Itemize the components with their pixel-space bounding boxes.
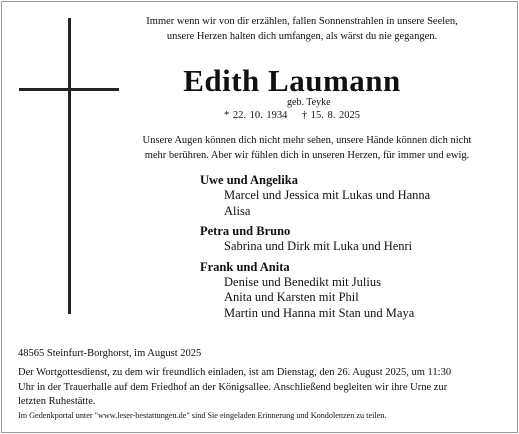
- family-group: [200, 259, 500, 322]
- family-head: Uwe und Angelika: [200, 173, 298, 187]
- family-member: Alisa: [224, 203, 251, 218]
- verse-line-1: Unsere Augen können dich nicht mehr sehen, unsere Hände können dich nicht: [142, 135, 472, 146]
- family-member: Anita und Karsten mit Phil: [224, 290, 359, 304]
- deceased-name: Edith Laumann: [183, 63, 401, 98]
- intro-line-1: Immer wenn wir von dir erzählen, fallen Sonnenstrahlen in unsere Seelen,: [146, 16, 458, 27]
- memorial-portal-note: Im Gedenkportal unter "www.leser-bestattungen.de" sind Sie eingeladen Erinnerung und Kondolenzen zu teilen.: [18, 411, 387, 420]
- verse-line-2: mehr berühren. Aber wir fühlen dich in unseren Herzen, für immer und ewig.: [144, 150, 470, 161]
- life-dates: * 22. 10. 1934 † 15. 8. 2025: [224, 110, 360, 121]
- family-head: Frank und Anita: [200, 259, 290, 274]
- family-group: [200, 223, 500, 255]
- family-list: [200, 172, 500, 325]
- service-line-1: Der Wortgottesdienst, zu dem wir freundlich einladen, ist am Dienstag, den 26. August 2025, um 11:30: [18, 367, 452, 378]
- family-member: Martin und Hanna mit Stan und Maya: [224, 305, 415, 320]
- born-name: geb. Teyke: [287, 97, 331, 108]
- family-group: [200, 172, 500, 219]
- cross-icon-vertical: [68, 18, 71, 314]
- service-line-2: Uhr in der Trauerhalle auf dem Friedhof an der Königsallee. Anschließend begleiten wir ihre Urne zur: [18, 381, 448, 393]
- service-line-3: letzten Ruhestätte.: [18, 396, 96, 407]
- intro-poem: [127, 14, 477, 44]
- service-info: [18, 366, 508, 410]
- obituary-notice: [1, 1, 518, 433]
- family-member: Denise und Benedikt mit Julius: [224, 274, 381, 289]
- intro-line-2: unsere Herzen halten dich umfangen, als wärst du nie gegangen.: [166, 31, 438, 42]
- cross-icon-horizontal: [19, 88, 119, 91]
- family-member: Sabrina und Dirk mit Luka und Henri: [224, 239, 413, 253]
- family-head: Petra und Bruno: [200, 224, 291, 238]
- verse-text: [122, 133, 492, 163]
- family-member: Marcel und Jessica mit Lukas und Hanna: [224, 188, 431, 202]
- place-date: 48565 Steinfurt-Borghorst, im August 2025: [18, 348, 202, 359]
